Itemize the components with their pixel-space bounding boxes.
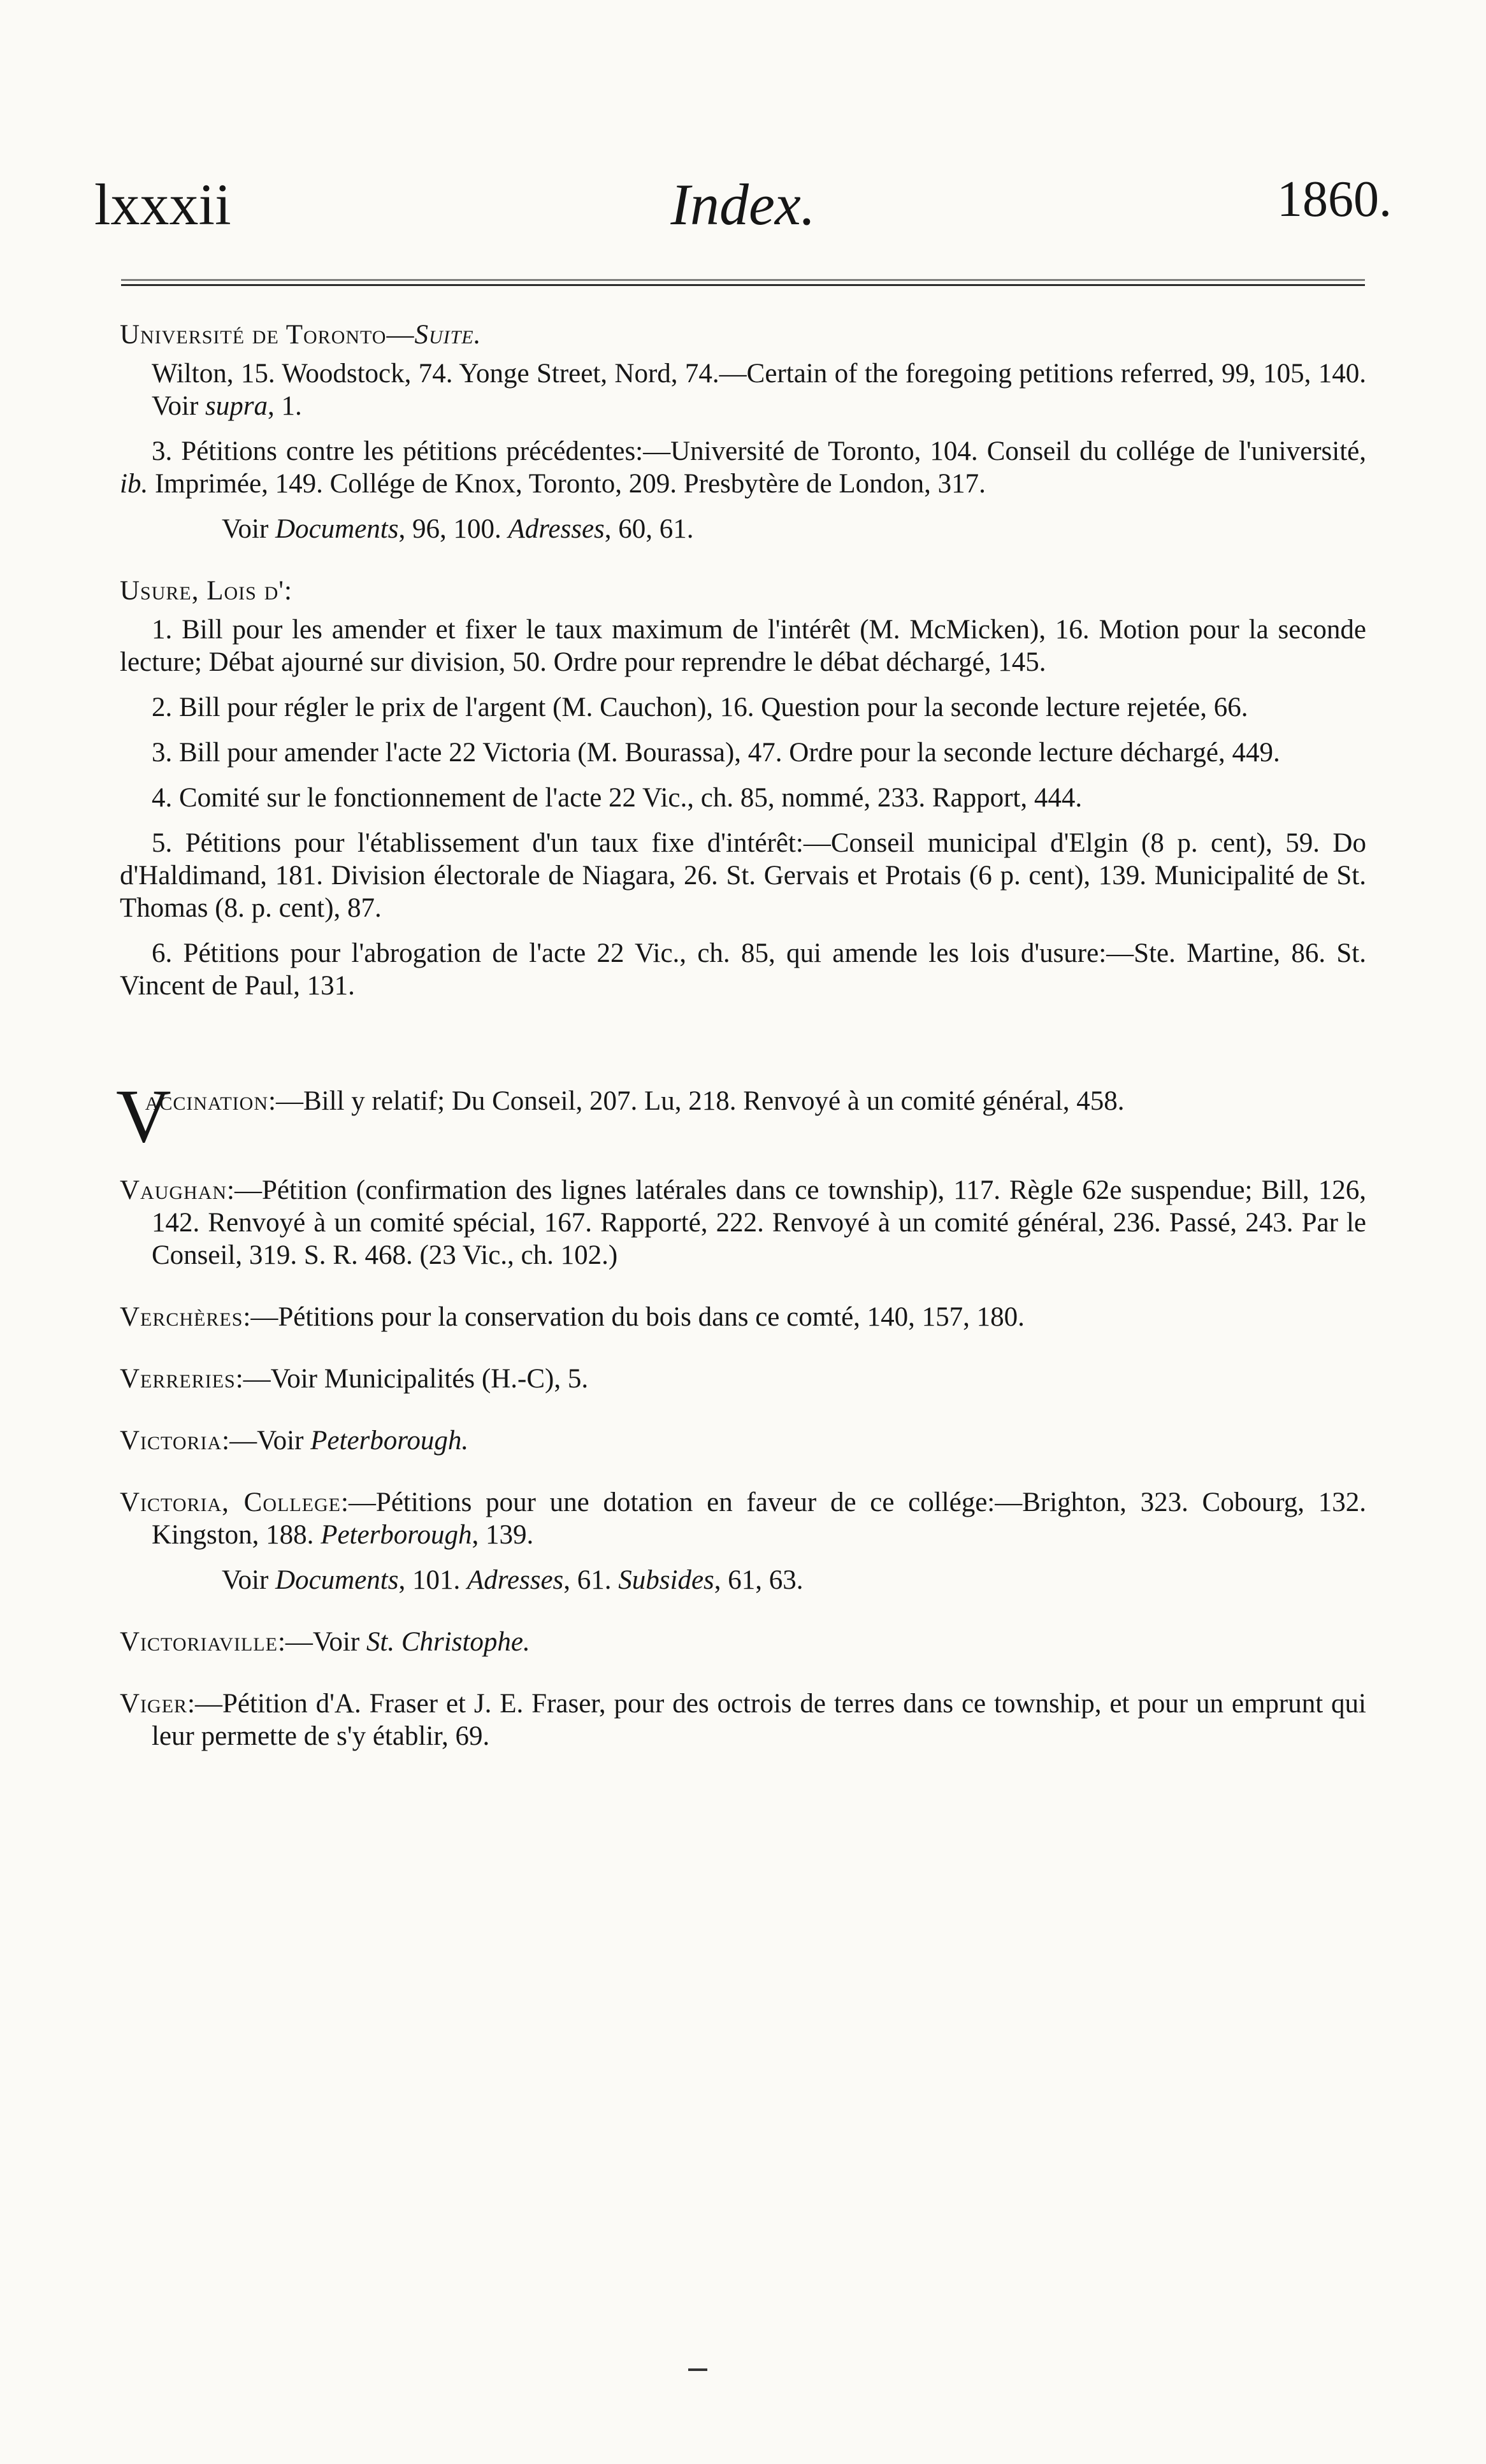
page-year: 1860.	[1277, 171, 1392, 227]
entry-heading: V accination	[116, 1073, 268, 1158]
entry-paragraph: 5. Pétitions pour l'établissement d'un taux fixe d'intérêt:—Conseil municipal d'Elgin (8 p. cent), 59. Do d'Haldimand, 181. Division électorale de Niagara, 26. St. Gervais et Protais (6 p. cent), 139. Municipalité de St. Thomas (8. p. cent), 87.	[120, 828, 1366, 923]
drop-cap-letter: V	[116, 1073, 172, 1158]
entry-paragraph: 6. Pétitions pour l'abrogation de l'acte 22 Vic., ch. 85, qui amende les lois d'usure:—Ste. Martine, 86. St. Vincent de Paul, 131.	[120, 938, 1366, 1001]
entry-victoriaville: Victoriaville:—Voir St. Christophe.	[120, 1627, 530, 1657]
entry-usure	[120, 575, 1366, 1002]
entry-heading: Verchères	[120, 1302, 243, 1332]
entry-vercheres: Verchères:—Pétitions pour la conservation du bois dans ce comté, 140, 157, 180.	[120, 1302, 1025, 1332]
entry-paragraph: 3. Pétitions contre les pétitions précédentes:—Université de Toronto, 104. Conseil du collége de l'université, ib. Imprimée, 149. Collége de Knox, Toronto, 209. Presbytère de London, 317.	[120, 436, 1366, 499]
page-title: Index.	[670, 172, 816, 237]
entry-heading: Vaughan	[120, 1175, 227, 1205]
index-content	[116, 319, 1366, 1782]
entry-heading: Victoria	[120, 1426, 222, 1456]
entry-vaccination: V accination:—Bill y relatif; Du Conseil, 207. Lu, 218. Renvoyé à un comité général, 458.	[116, 1073, 1125, 1158]
entry-victoria-college: Victoria, College:—Pétitions pour une dotation en faveur de ce collége:—Brighton, 323. Cobourg, 132. Kingston, 188. Peterborough, 139. Voir Documents, 101. Adresses, 61. Subsides, 61, 63.	[120, 1487, 1366, 1595]
suite-label: Suite.	[414, 320, 482, 350]
entry-viger: Viger:—Pétition d'A. Fraser et J. E. Fraser, pour des octrois de terres dans ce township, et pour un emprunt qui leur permette de s'y établir, 69.	[120, 1689, 1366, 1751]
entry-vaughan: Vaughan:—Pétition (confirmation des lignes latérales dans ce township), 117. Règle 62e suspendue; Bill, 126, 142. Renvoyé à un comité spécial, 167. Rapporté, 222. Renvoyé à un comité général, 236. Passé, 243. Par le Conseil, 319. S. R. 468. (23 Vic., ch. 102.)	[120, 1175, 1366, 1270]
entry-paragraph: 1. Bill pour les amender et fixer le taux maximum de l'intérêt (M. McMicken), 16. Motion pour la seconde lecture; Débat ajourné sur division, 50. Ordre pour reprendre le débat déchargé, 145.	[120, 615, 1366, 677]
entry-heading: Verreries	[120, 1364, 236, 1394]
entry-verreries: Verreries:—Voir Municipalités (H.-C), 5.	[120, 1364, 589, 1394]
header-rule	[121, 279, 1365, 293]
running-head	[94, 171, 1392, 247]
entry-heading: Victoria, College	[120, 1487, 341, 1517]
see-also-line: Voir Documents, 96, 100. Adresses, 60, 61.	[222, 514, 694, 544]
entry-universite-de-toronto	[120, 319, 1366, 545]
bottom-mark	[688, 2368, 707, 2371]
entry-heading: Viger	[120, 1689, 188, 1719]
entry-paragraph: 2. Bill pour régler le prix de l'argent (M. Cauchon), 16. Question pour la seconde lecture rejetée, 66.	[152, 692, 1248, 722]
page-numeral: lxxxii	[94, 172, 231, 237]
entry-heading: Université de Toronto—Suite.	[120, 320, 482, 350]
entry-paragraph: 3. Bill pour amender l'acte 22 Victoria (M. Bourassa), 47. Ordre pour la seconde lecture déchargé, 449.	[152, 738, 1280, 768]
entry-paragraph: Wilton, 15. Woodstock, 74. Yonge Street, Nord, 74.—Certain of the foregoing petitions referred, 99, 105, 140. Voir supra, 1.	[152, 359, 1366, 421]
see-also-line: Voir Documents, 101. Adresses, 61. Subsides, 61, 63.	[222, 1565, 804, 1595]
entry-victoria: Victoria:—Voir Peterborough.	[120, 1426, 469, 1456]
entry-heading: Usure, Lois d':	[120, 576, 292, 606]
entry-paragraph: 4. Comité sur le fonctionnement de l'acte 22 Vic., ch. 85, nommé, 233. Rapport, 444.	[152, 783, 1083, 813]
entry-heading: Victoriaville	[120, 1627, 278, 1657]
